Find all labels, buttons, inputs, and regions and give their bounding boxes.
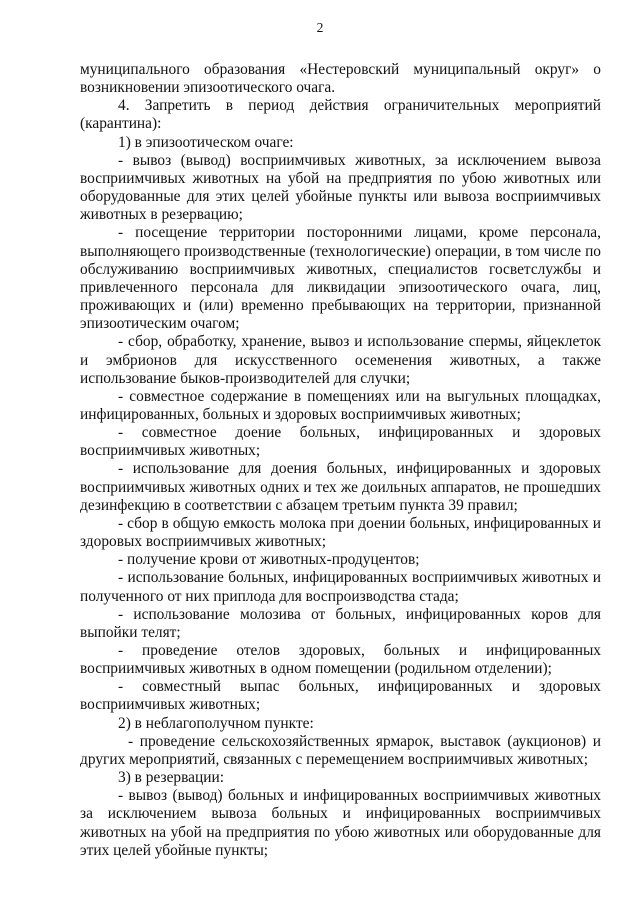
list-item: - использование для доения больных, инфицированных и здоровых восприимчивых животных одних и тех же доильных аппаратов, не прошедших дезинфекцию в соответствии с абзацем третьим пункта 39 правил; — [80, 460, 601, 514]
list-item: - вывоз (вывод) больных и инфицированных восприимчивых животных за исключением вывоза больных и инфицированных восприимчивых животных на убой на предприятия по убою животных или оборудованные для этих целей убойные пункты; — [80, 787, 601, 859]
list-item: - совместное доение больных, инфицированных и здоровых восприимчивых животных; — [80, 424, 601, 460]
paragraph: 4. Запретить в период действия ограничительных мероприятий (карантина): — [80, 97, 601, 133]
list-item: - проведение отелов здоровых, больных и инфицированных восприимчивых животных в одном помещении (родильном отделении); — [80, 642, 601, 678]
list-item: - проведение сельскохозяйственных ярмарок, выставок (аукционов) и других мероприятий, связанных с перемещением восприимчивых животных; — [80, 732, 601, 768]
list-item: - использование молозива от больных, инфицированных коров для выпойки телят; — [80, 605, 601, 641]
list-item: - сбор, обработку, хранение, вывоз и использование спермы, яйцеклеток и эмбрионов для искусственного осеменения животных, а также использование быков-производителей для случки; — [80, 333, 601, 387]
paragraph: муниципального образования «Нестеровский муниципальный округ» о возникновении эпизоотического очага. — [80, 61, 601, 97]
list-item: - получение крови от животных-продуцентов; — [118, 551, 420, 569]
list-item: - посещение территории посторонними лицами, кроме персонала, выполняющего производственные (технологические) операции, в том числе по обслуживанию восприимчивых животных, специалистов госветслужбы и привлеченного персонала для ликвидации эпизоотического очага, лиц, проживающих и (или) временно пребывающих на территории, признанной эпизоотическим очагом; — [80, 224, 601, 333]
document-body — [80, 61, 601, 860]
paragraph: 1) в эпизоотическом очаге: — [118, 133, 294, 151]
page-number: 2 — [316, 20, 324, 35]
list-item: - совместное содержание в помещениях или на выгульных площадках, инфицированных, больных и здоровых восприимчивых животных; — [80, 387, 601, 423]
paragraph: 3) в резервации: — [118, 769, 224, 787]
list-item: - сбор в общую емкость молока при доении больных, инфицированных и здоровых восприимчивых животных; — [80, 514, 601, 551]
paragraph: 2) в неблагополучном пункте: — [118, 714, 314, 732]
list-item: - вывоз (вывод) восприимчивых животных, за исключением вывоза восприимчивых животных на убой на предприятия по убою животных или оборудованные для этих целей убойные пункты или вывоза восприимчивых животных в резервацию; — [80, 151, 601, 224]
list-item: - использование больных, инфицированных восприимчивых животных и полученного от них приплода для воспроизводства стада; — [80, 569, 601, 605]
list-item: - совместный выпас больных, инфицированных и здоровых восприимчивых животных; — [80, 678, 601, 714]
